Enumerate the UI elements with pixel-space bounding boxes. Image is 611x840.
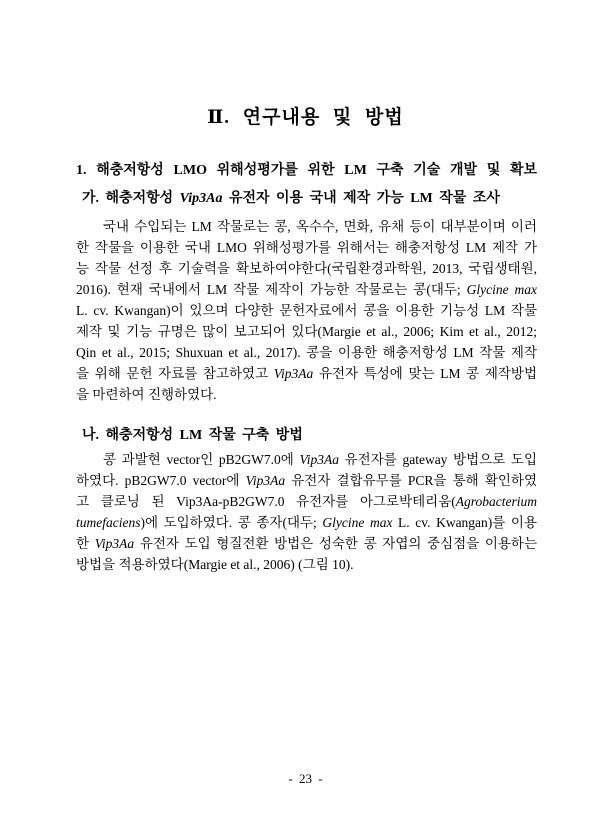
paragraph-line xyxy=(76,258,537,279)
italic-term: Agrobacterium xyxy=(455,494,537,509)
text-segment: Qin et al., 2015; Shuxuan et al., 2017). 콩을 이용한 해충저항성 LM 작물 제작 xyxy=(76,345,537,360)
text-segment: 을 마련하여 진행하였다. xyxy=(76,387,217,402)
italic-term: Vip3Aa xyxy=(94,536,135,551)
text-segment: 유전자 특성에 맞는 LM 콩 제작방법 xyxy=(313,366,537,381)
italic-term: Vip3Aa xyxy=(179,191,223,206)
text-segment: 제작 및 기능 규명은 많이 보고되어 있다(Margie et al., 2006; Kim et al., 2012; xyxy=(76,324,537,339)
text-segment: 유전자 이용 국내 제작 가능 LM 작물 조사 xyxy=(222,191,500,206)
italic-term: Glycine max xyxy=(322,515,393,530)
italic-term: Vip3Aa xyxy=(299,452,339,467)
text-segment: 나. 해충저항성 LM 작물 구축 방법 xyxy=(82,428,303,443)
text-segment: L. cv. Kwangan)이 있으며 다양한 문헌자료에서 콩을 이용한 기능성 LM 작물 xyxy=(76,303,537,318)
paragraph-line xyxy=(76,533,537,554)
paragraph-line xyxy=(76,237,537,258)
text-segment: 고 클로닝 된 Vip3Aa-pB2GW7.0 유전자를 아그로박테리움( xyxy=(76,494,456,509)
italic-term: Vip3Aa xyxy=(245,473,286,488)
text-segment: 유전자 결합유무를 PCR을 통해 확인하였 xyxy=(285,473,538,488)
paragraph-line xyxy=(76,321,537,342)
text-segment: 콩 과발현 vector인 pB2GW7.0에 xyxy=(103,452,300,467)
text-segment: 유전자를 gateway 방법으로 도입 xyxy=(338,452,537,467)
text-segment: 가. 해충저항성 xyxy=(82,191,180,206)
text-segment: )에 도입하였다. 콩 종자(대두; xyxy=(140,515,323,530)
text-segment: 하였다. pB2GW7.0 vector에 xyxy=(76,473,246,488)
text-segment: 을 위해 문헌 자료를 참고하였고 xyxy=(76,366,274,381)
page-number: - 23 - xyxy=(288,771,323,786)
paragraph-2 xyxy=(76,449,537,575)
paragraph-1 xyxy=(76,216,537,405)
paragraph-line xyxy=(76,512,537,533)
paragraph-line xyxy=(76,342,537,363)
text-segment: 한 xyxy=(76,536,95,551)
paragraph-line xyxy=(76,491,537,512)
section-1-heading xyxy=(76,160,537,181)
text-segment: 능 작물 선정 후 기술력을 확보하여야한다(국립환경과학원, 2013, 국립생태원, xyxy=(76,261,537,276)
paragraph-line xyxy=(76,470,537,491)
text-segment: 한 작물을 이용한 국내 LMO 위해성평가를 위해서는 해충저항성 LM 제작 가 xyxy=(76,240,537,255)
paragraph-line xyxy=(76,363,537,384)
paragraph-line xyxy=(76,384,537,405)
text-segment: 2016). 현재 국내에서 LM 작물 제작이 가능한 작물로는 콩(대두; xyxy=(76,282,467,297)
italic-term: tumefaciens xyxy=(76,515,141,530)
text-segment: 방법을 적용하였다(Margie et al., 2006) (그림 10). xyxy=(76,557,354,572)
page-title: Ⅱ. 연구내용 및 방법 xyxy=(207,107,404,128)
paragraph-line xyxy=(76,216,537,237)
subsection-ga-heading xyxy=(76,188,537,209)
paragraph-line xyxy=(76,554,537,575)
italic-term: Glycine max xyxy=(466,282,538,297)
paragraph-line xyxy=(76,449,537,470)
text-segment: 국내 수입되는 LM 작물로는 콩, 옥수수, 면화, 유채 등이 대부분이며 이러 xyxy=(103,219,537,234)
paragraph-line xyxy=(76,279,537,300)
text-segment: L. cv. Kwangan)를 이용 xyxy=(392,515,537,530)
italic-term: Vip3Aa xyxy=(273,366,314,381)
text-segment: 1. 해충저항성 LMO 위해성평가를 위한 LM 구축 기술 개발 및 확보 xyxy=(76,163,537,178)
text-segment: 유전자 도입 형질전환 방법은 성숙한 콩 자엽의 중심점을 이용하는 xyxy=(134,536,538,551)
document-content xyxy=(76,160,537,575)
paragraph-line xyxy=(76,300,537,321)
subsection-na-heading xyxy=(76,425,537,446)
